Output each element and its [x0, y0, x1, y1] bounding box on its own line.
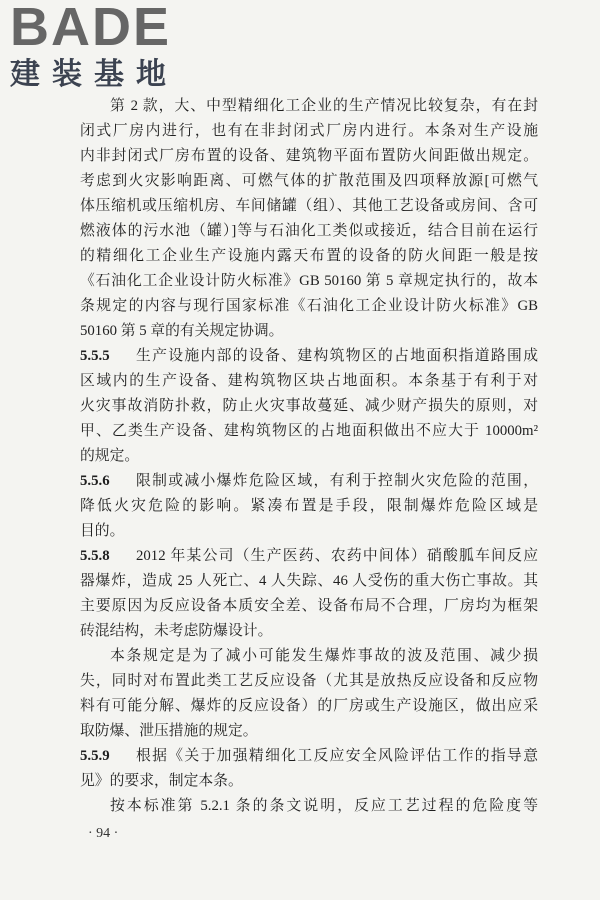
text-line: 火灾事故消防扑救，防止火灾事故蔓延、减少财产损失的原则，对	[80, 398, 538, 414]
paragraph	[80, 794, 538, 819]
paragraph	[80, 644, 538, 744]
clause-5-5-6	[80, 469, 538, 544]
text-line: 的精细化工企业生产设施内露天布置的设备的防火间距一般是按	[80, 248, 538, 264]
text-line: 考虑到火灾影响距离、可燃气体的扩散范围及四项释放源[可燃气	[80, 173, 538, 189]
clause-number: 5.5.8	[80, 548, 110, 564]
text-line: 甲、乙类生产设备、建构筑物区的占地面积做出不应大于 10000m²	[80, 423, 538, 439]
clause-number: 5.5.9	[80, 748, 110, 764]
text-line: 失，同时对布置此类工艺反应设备（尤其是放热反应设备和反应物	[80, 673, 538, 689]
paragraph	[80, 94, 538, 344]
brand-logo	[10, 2, 180, 92]
text-line: 降低火灾危险的影响。紧凑布置是手段，限制爆炸危险区域是	[80, 498, 538, 514]
text-line: 2012 年某公司（生产医药、农药中间体）硝酸胍车间反应	[136, 548, 538, 564]
logo-brand-text: BADE	[10, 0, 172, 57]
text-line: 本条规定是为了减小可能发生爆炸事故的波及范围、减少损	[110, 648, 538, 664]
text-line: 砖混结构，未考虑防爆设计。	[80, 623, 273, 639]
text-line: 生产设施内部的设备、建构筑物区的占地面积指道路围成	[136, 348, 538, 364]
clause-5-5-5	[80, 344, 538, 469]
clause-heading-line	[80, 744, 538, 769]
text-line: 目的。	[80, 523, 125, 539]
page-number: · 94 ·	[88, 826, 119, 841]
clause-5-5-9	[80, 744, 538, 794]
text-line: 限制或减小爆炸危险区域，有利于控制火灾危险的范围，	[136, 473, 538, 489]
text-line: 取防爆、泄压措施的规定。	[80, 723, 258, 739]
text-line: 第 2 款，大、中型精细化工企业的生产情况比较复杂，有在封	[110, 98, 538, 114]
text-line: 器爆炸，造成 25 人死亡、4 人失踪、46 人受伤的重大伤亡事故。其	[80, 573, 538, 589]
text-line: 《石油化工企业设计防火标准》GB 50160 第 5 章规定执行的，故本	[80, 273, 538, 289]
text-line: 内非封闭式厂房布置的设备、建筑物平面布置防火间距做出规定。	[80, 148, 538, 164]
text-line: 区域内的生产设备、建构筑物区块占地面积。本条基于有利于对	[80, 373, 538, 389]
text-line: 按本标准第 5.2.1 条的条文说明，反应工艺过程的危险度等	[110, 798, 538, 814]
clause-number: 5.5.5	[80, 348, 110, 364]
text-line: 体压缩机或压缩机房、车间储罐（组）、其他工艺设备或房间、含可	[80, 198, 538, 214]
text-line: 50160 第 5 章的有关规定协调。	[80, 323, 284, 339]
clause-heading-line	[80, 544, 538, 569]
text-line: 主要原因为反应设备本质安全差、设备布局不合理，厂房均为框架	[80, 598, 538, 614]
document-body	[80, 94, 538, 819]
clause-5-5-8	[80, 544, 538, 644]
text-line: 料有可能分解、爆炸的反应设备）的厂房或生产设施区，做出应采	[80, 698, 538, 714]
text-line: 根据《关于加强精细化工反应安全风险评估工作的指导意	[136, 748, 538, 764]
text-line: 见》的要求，制定本条。	[80, 773, 243, 789]
clause-heading-line	[80, 469, 538, 494]
text-line: 的规定。	[80, 448, 140, 464]
text-line: 闭式厂房内进行，也有在非封闭式厂房内进行。本条对生产设施	[80, 123, 538, 139]
clause-number: 5.5.6	[80, 473, 110, 489]
text-line: 条规定的内容与现行国家标准《石油化工企业设计防火标准》GB	[80, 298, 538, 314]
logo-subtitle: 建装基地	[10, 57, 178, 92]
text-line: 燃液体的污水池（罐）]等与石油化工类似或接近，结合目前在运行	[80, 223, 538, 239]
clause-heading-line	[80, 344, 538, 369]
